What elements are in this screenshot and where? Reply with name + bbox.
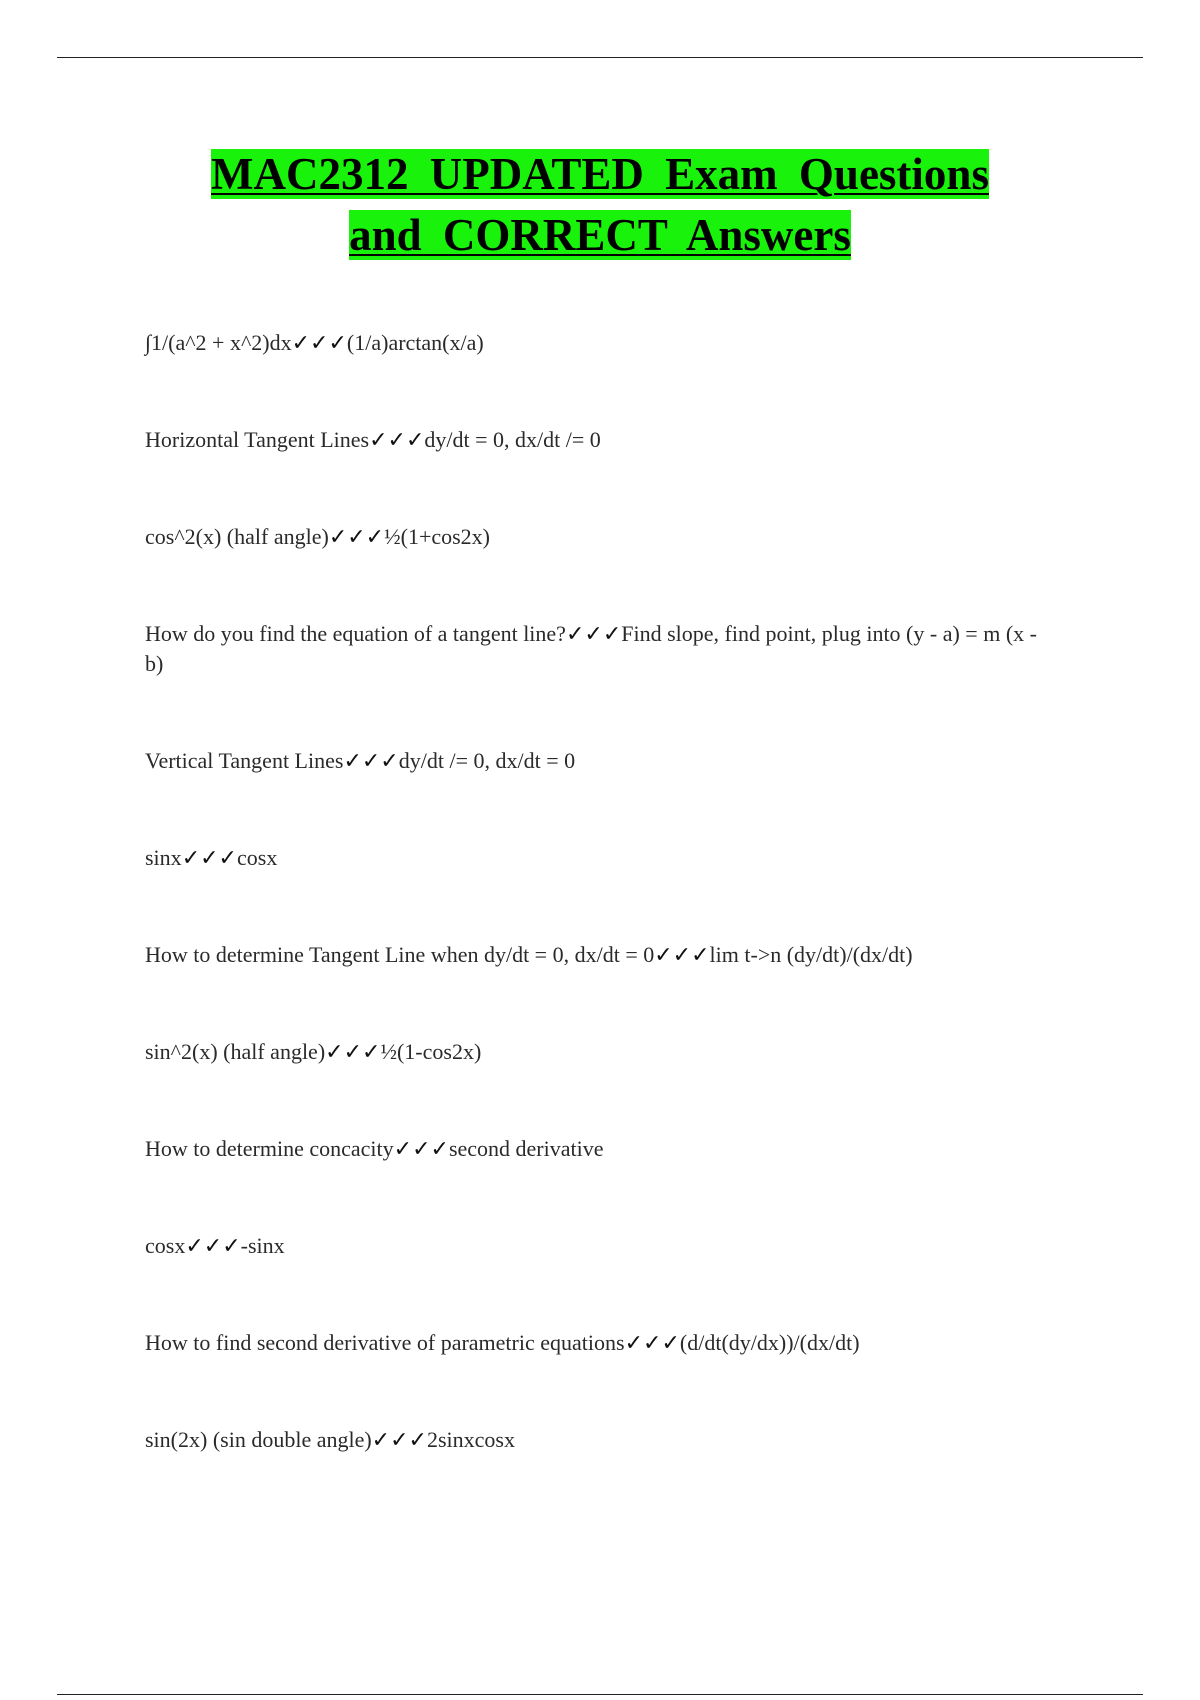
- qa-item: [145, 1425, 1045, 1455]
- top-rule: [57, 57, 1143, 58]
- question-text: ∫1/(a^2 + x^2)dx: [145, 330, 292, 355]
- checkmark-icon: ✓✓✓: [325, 1039, 381, 1064]
- answer-text: dy/dt /= 0, dx/dt = 0: [398, 748, 576, 773]
- qa-item: [145, 746, 1045, 776]
- qa-item: [145, 843, 1045, 873]
- question-text: Vertical Tangent Lines: [145, 748, 344, 773]
- checkmark-icon: ✓✓✓: [369, 427, 425, 452]
- answer-text: lim t->n (dy/dt)/(dx/dt): [709, 942, 913, 967]
- title-line-1: MAC2312 UPDATED Exam Questions: [211, 149, 989, 199]
- answer-text: -sinx: [240, 1233, 285, 1258]
- qa-item: [145, 1037, 1045, 1067]
- checkmark-icon: ✓✓✓: [624, 1330, 680, 1355]
- checkmark-icon: ✓✓✓: [181, 845, 237, 870]
- checkmark-icon: ✓✓✓: [393, 1136, 449, 1161]
- checkmark-icon: ✓✓✓: [185, 1233, 241, 1258]
- title-line-2: and CORRECT Answers: [349, 210, 851, 260]
- bottom-rule: [57, 1694, 1143, 1695]
- question-text: sin^2(x) (half angle): [145, 1039, 326, 1064]
- answer-text: cosx: [237, 845, 278, 870]
- document-title: [150, 144, 1050, 266]
- answer-text: (d/dt(dy/dx))/(dx/dt): [679, 1330, 860, 1355]
- qa-item: [145, 1134, 1045, 1164]
- question-text: cosx: [145, 1233, 186, 1258]
- question-text: sinx: [145, 845, 182, 870]
- question-text: How to find second derivative of parametric equations: [145, 1330, 625, 1355]
- checkmark-icon: ✓✓✓: [291, 330, 347, 355]
- qa-item: [145, 619, 1045, 679]
- answer-text: dy/dt = 0, dx/dt /= 0: [424, 427, 601, 452]
- question-text: How to determine concacity: [145, 1136, 394, 1161]
- qa-item: [145, 1328, 1045, 1358]
- question-text: How to determine Tangent Line when dy/dt = 0, dx/dt = 0: [145, 942, 655, 967]
- answer-text: ½(1-cos2x): [380, 1039, 482, 1064]
- question-text: Horizontal Tangent Lines: [145, 427, 370, 452]
- qa-item: [145, 522, 1045, 552]
- checkmark-icon: ✓✓✓: [343, 748, 399, 773]
- question-text: How do you find the equation of a tangent line?: [145, 621, 566, 646]
- question-text: sin(2x) (sin double angle): [145, 1427, 372, 1452]
- qa-item: [145, 940, 1045, 970]
- checkmark-icon: ✓✓✓: [328, 524, 385, 549]
- answer-text: (1/a)arctan(x/a): [346, 330, 484, 355]
- checkmark-icon: ✓✓✓: [371, 1427, 427, 1452]
- answer-text: Find slope, find point, plug into (y - a) = m (x - b): [145, 621, 1037, 676]
- qa-item: [145, 1231, 1045, 1261]
- answer-text: second derivative: [448, 1136, 604, 1161]
- answer-text: 2sinxcosx: [426, 1427, 515, 1452]
- qa-item: [145, 328, 1045, 358]
- checkmark-icon: ✓✓✓: [654, 942, 710, 967]
- checkmark-icon: ✓✓✓: [565, 621, 622, 646]
- qa-list: [145, 328, 1045, 1522]
- answer-text: ½(1+cos2x): [384, 524, 491, 549]
- question-text: cos^2(x) (half angle): [145, 524, 329, 549]
- qa-item: [145, 425, 1045, 455]
